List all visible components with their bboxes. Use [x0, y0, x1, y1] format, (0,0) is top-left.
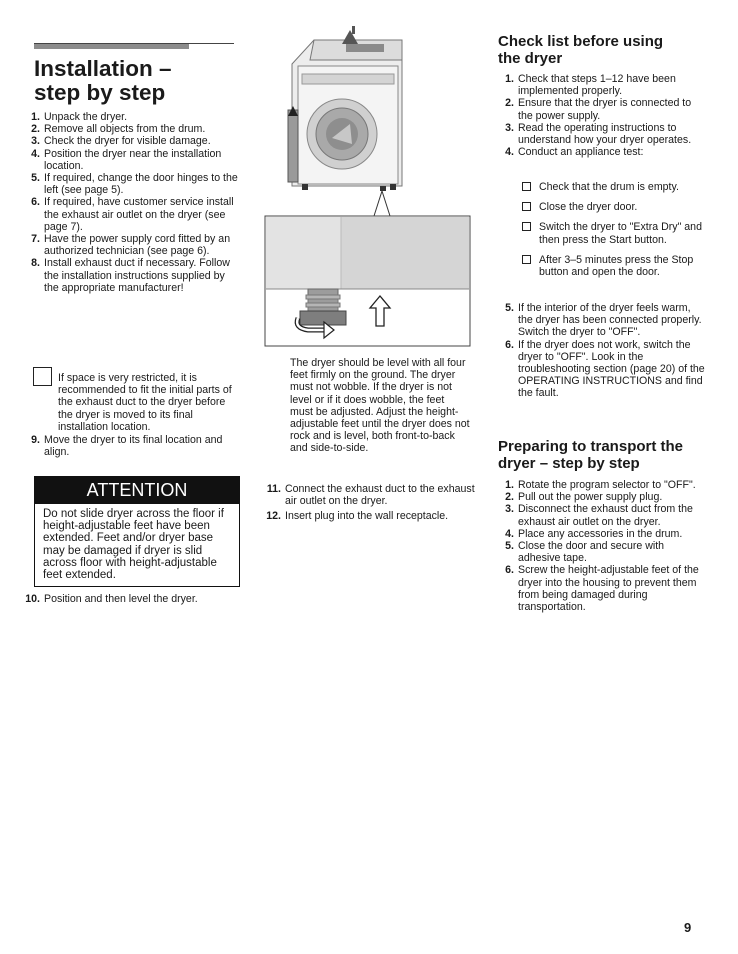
installation-step-9	[20, 434, 238, 458]
dryer-image	[288, 26, 402, 191]
checklist-heading: Check list before using the dryer	[498, 33, 664, 67]
checklist-item: Close the dryer door.	[522, 201, 708, 213]
list-item: 5. Close the door and secure with adhesive tape.	[505, 540, 665, 565]
list-item: 3. Disconnect the exhaust duct from the exhaust air outlet on the dryer.	[505, 503, 693, 528]
list-item: 2. Pull out the power supply plug.	[505, 491, 663, 504]
leveling-text: The dryer should be level with all four feet firmly on the ground. The dryer must not wobble. If the dryer is not level or if it does wobble, the feet must be adjusted. Adjust the height-adjustable feet until the dryer does not rock and is level, both front-to-back and side-to-side.	[290, 357, 470, 455]
list-item: 1. Unpack the dryer.	[31, 111, 128, 123]
appliance-test-checklist	[522, 181, 708, 278]
dryer-leveling-illustration	[262, 26, 478, 356]
checklist-item: After 3–5 minutes press the Stop button and open the door.	[522, 254, 708, 278]
header-rule	[34, 43, 234, 49]
list-item: 3. Read the operating instructions to understand how your dryer operates.	[505, 121, 692, 147]
list-item: 4. Place any accessories in the drum.	[505, 527, 683, 540]
list-item: 10. Position and then level the dryer.	[25, 593, 198, 605]
list-item: 6. If the dryer does not work, switch the dryer to "OFF". Look in the troubleshooting section (page 20) of the OPERATING INSTRUCTIONS and find the fault.	[505, 338, 705, 400]
list-item: 9. Move the dryer to its final location and align.	[31, 434, 223, 459]
checklist-steps	[494, 73, 708, 158]
installation-steps	[20, 111, 238, 294]
list-item: 6. Screw the height-adjustable feet of the dryer into the housing to prevent them from being damaged during transportation.	[505, 564, 699, 614]
checkbox-icon	[522, 222, 531, 231]
list-item: 7. Have the power supply cord fitted by an authorized technician (see page 6).	[31, 233, 231, 258]
list-item: 5. If required, change the door hinges to the left (see page 5).	[31, 172, 238, 197]
checklist-steps-5-6	[494, 302, 708, 400]
adjustable-foot-closeup	[265, 216, 470, 346]
checklist-item: Switch the dryer to "Extra Dry" and then press the Start button.	[522, 221, 708, 245]
note-text: If space is very restricted, it is recommended to fit the initial parts of the exhaust duct to the dryer before the dryer is moved to its final installation location.	[58, 372, 232, 433]
attention-box	[34, 476, 240, 587]
installation-step-10	[20, 593, 242, 605]
list-item: 12. Insert plug into the wall receptacle.	[266, 510, 449, 523]
list-item: 11. Connect the exhaust duct to the exhaust air outlet on the dryer.	[266, 483, 475, 508]
page-number: 9	[684, 920, 692, 935]
list-item: 2. Remove all objects from the drum.	[31, 123, 206, 136]
attention-heading: ATTENTION	[34, 476, 240, 504]
list-item: 3. Check the dryer for visible damage.	[31, 135, 211, 148]
list-item: 1. Check that steps 1–12 have been implemented properly.	[505, 73, 676, 98]
page-title: Installation – step by step	[34, 56, 172, 105]
list-item: 4. Conduct an appliance test:	[505, 146, 644, 159]
checkbox-icon	[522, 255, 531, 264]
transport-heading: Preparing to transport the dryer – step by step	[498, 438, 684, 472]
transport-steps	[494, 479, 708, 613]
list-item: 8. Install exhaust duct if necessary. Follow the installation instructions supplied by the appropriate manufacturer!	[31, 257, 230, 294]
note-icon	[33, 367, 52, 386]
checkbox-icon	[522, 202, 531, 211]
list-item: 2. Ensure that the dryer is connected to the power supply.	[505, 97, 692, 122]
list-item: 1. Rotate the program selector to "OFF".	[505, 479, 696, 491]
checklist-item: Check that the drum is empty.	[522, 181, 708, 193]
list-item: 5. If the interior of the dryer feels warm, the dryer has been connected properly. Switch the dryer to "OFF".	[505, 302, 702, 339]
list-item: 4. Position the dryer near the installation location.	[31, 147, 222, 172]
installation-steps-11-12	[261, 483, 476, 523]
checkbox-icon	[522, 182, 531, 191]
list-item: 6. If required, have customer service install the exhaust air outlet on the dryer (see page 7).	[31, 196, 234, 233]
attention-text: Do not slide dryer across the floor if height-adjustable feet have been extended. Feet and/or dryer base may be damaged if dryer is slid across floor with height-adjustable feet extended.	[34, 504, 240, 587]
